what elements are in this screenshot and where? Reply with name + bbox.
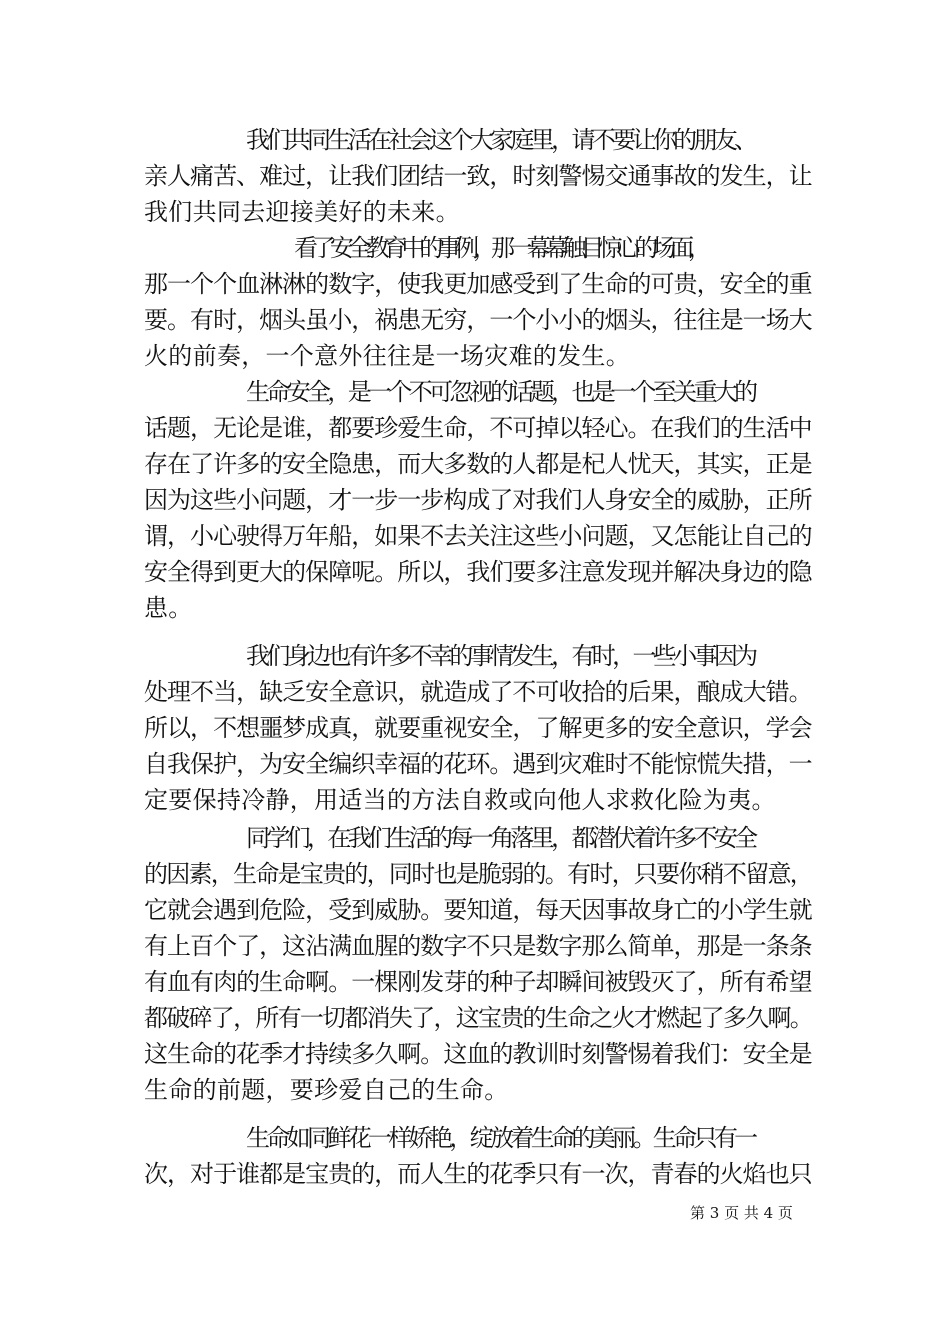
text-line: 次，对于谁都是宝贵的，而人生的花季只有一次，青春的火焰也只 <box>144 1160 812 1188</box>
text-line: 所以，不想噩梦成真，就要重视安全，了解更多的安全意识，学会 <box>144 714 812 742</box>
text-line: 那一个个血淋淋的数字，使我更加感受到了生命的可贵，安全的重 <box>144 270 812 298</box>
page-number-footer: 第 3 页 共 4 页 <box>690 1204 793 1222</box>
text-line: 生命安全，是一个不可忽视的话题，也是一个至关重大的 <box>246 378 755 406</box>
text-line: 生命如同鲜花一样娇艳，绽放着生命的美丽。生命只有一 <box>246 1124 755 1152</box>
text-line: 我们身边也有许多不幸的事情发生，有时，一些小事因为 <box>246 642 755 670</box>
text-line: 话题，无论是谁，都要珍爱生命，不可掉以轻心。在我们的生活中 <box>144 414 812 442</box>
text-line: 的因素，生命是宝贵的，同时也是脆弱的。有时，只要你稍不留意， <box>144 860 812 888</box>
text-line: 定要保持冷静，用适当的方法自救或向他人求救化险为夷。 <box>144 786 776 814</box>
text-line: 处理不当，缺乏安全意识，就造成了不可收拾的后果，酿成大错。 <box>144 678 812 706</box>
text-line: 火的前奏，一个意外往往是一场灾难的发生。 <box>144 342 630 370</box>
text-line: 要。有时，烟头虽小，祸患无穷，一个小小的烟头，往往是一场大 <box>144 306 812 334</box>
text-line: 我们共同生活在社会这个大家庭里，请不要让你的朋友、 <box>246 126 755 154</box>
text-line: 同学们，在我们生活的每一角落里，都潜伏着许多不安全 <box>246 824 755 852</box>
text-line: 我们共同去迎接美好的未来。 <box>144 198 460 226</box>
text-line: 患。 <box>144 594 193 622</box>
text-line: 都破碎了，所有一切都消失了，这宝贵的生命之火才燃起了多久啊。 <box>144 1004 812 1032</box>
text-line: 亲人痛苦、难过，让我们团结一致，时刻警惕交通事故的发生，让 <box>144 162 812 190</box>
text-line: 它就会遇到危险，受到威胁。要知道，每天因事故身亡的小学生就 <box>144 896 812 924</box>
text-line: 安全得到更大的保障呢。所以，我们要多注意发现并解决身边的隐 <box>144 558 812 586</box>
text-line: 生命的前题，要珍爱自己的生命。 <box>144 1076 509 1104</box>
text-line: 看了安全教育中的事例，那一幕幕触目惊心的场面， <box>294 234 706 262</box>
text-line: 这生命的花季才持续多久啊。这血的教训时刻警惕着我们：安全是 <box>144 1040 812 1068</box>
text-line: 谓，小心驶得万年船，如果不去关注这些小问题，又怎能让自己的 <box>144 522 812 550</box>
text-line: 有血有肉的生命啊。一棵刚发芽的种子却瞬间被毁灭了，所有希望 <box>144 968 812 996</box>
text-line: 存在了许多的安全隐患，而大多数的人都是杞人忧天，其实，正是 <box>144 450 812 478</box>
text-line: 因为这些小问题，才一步一步构成了对我们人身安全的威胁，正所 <box>144 486 812 514</box>
text-line: 自我保护，为安全编织幸福的花环。遇到灾难时不能惊慌失措，一 <box>144 750 812 778</box>
text-line: 有上百个了，这沾满血腥的数字不只是数字那么简单，那是一条条 <box>144 932 812 960</box>
